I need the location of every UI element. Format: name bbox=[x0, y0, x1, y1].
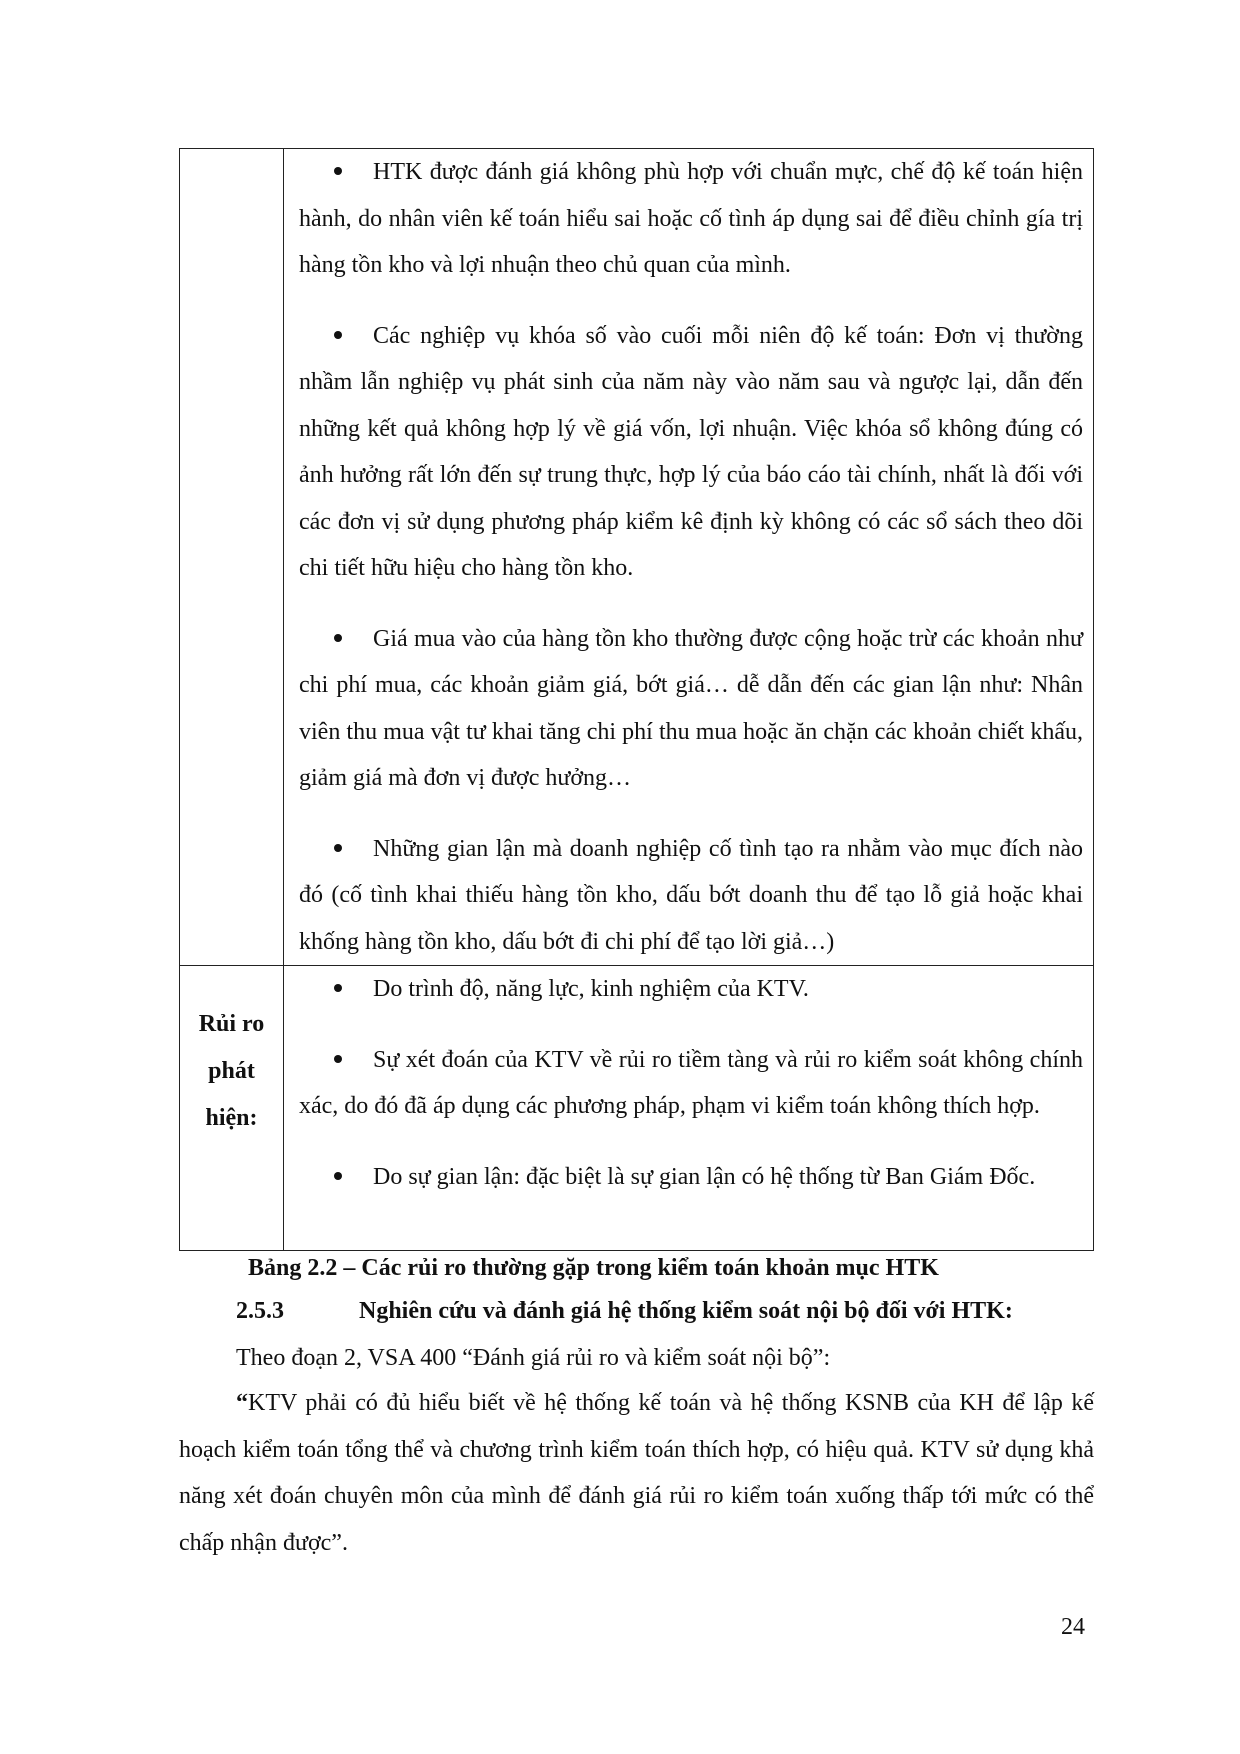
bullet-icon bbox=[334, 634, 342, 642]
quote-text: KTV phải có đủ hiểu biết về hệ thống kế toán và hệ thống KSNB của KH để lập kế hoạch kiểm toán tổng thể và chương trình kiểm toán thích hợp, có hiệu quả. KTV sử dụng khả năng xét đoán chuyên môn của mình để đánh giá rủi ro kiểm toán xuống thấp tới mức có thể chấp nhận được”. bbox=[179, 1390, 1094, 1556]
row-label-cell bbox=[180, 149, 284, 966]
section-number: 2.5.3 bbox=[236, 1298, 284, 1324]
row-content-cell bbox=[284, 149, 1094, 966]
bullet-icon bbox=[334, 984, 342, 992]
bullet-icon bbox=[334, 331, 342, 339]
row-label-cell bbox=[180, 966, 284, 1251]
list-item: HTK được đánh giá không phù hợp với chuẩn mực, chế độ kế toán hiện hành, do nhân viên kế toán hiểu sai hoặc cố tình áp dụng sai để điều chỉnh gía trị hàng tồn kho và lợi nhuận theo chủ quan của mình. bbox=[299, 159, 1083, 278]
risk-table bbox=[179, 148, 1094, 1251]
row-content-cell bbox=[284, 966, 1094, 1251]
table-row bbox=[180, 966, 1094, 1251]
open-quote-mark: “ bbox=[236, 1390, 248, 1416]
list-item: Những gian lận mà doanh nghiệp cố tình tạo ra nhằm vào mục đích nào đó (cố tình khai thiếu hàng tồn kho, dấu bớt doanh thu để tạo lỗ giả hoặc khai khống hàng tồn kho, dấu bớt đi chi phí để tạo lời giả…) bbox=[299, 835, 1083, 955]
table-row bbox=[180, 149, 1094, 966]
bullet-icon bbox=[334, 844, 342, 852]
bullet-icon bbox=[334, 1172, 342, 1180]
list-item: Sự xét đoán của KTV về rủi ro tiềm tàng và rủi ro kiểm soát không chính xác, do đó đã áp dụng các phương pháp, phạm vi kiểm toán không thích hợp. bbox=[299, 1046, 1083, 1119]
section-heading bbox=[236, 1291, 1013, 1331]
bullet-icon bbox=[334, 167, 342, 175]
list-item: Do trình độ, năng lực, kinh nghiệm của KTV. bbox=[299, 966, 1083, 1013]
list-item: Giá mua vào của hàng tồn kho thường được cộng hoặc trừ các khoản như chi phí mua, các khoản giảm giá, bớt giá… dễ dẫn đến các gian lận như: Nhân viên thu mua vật tư khai tăng chi phí thu mua hoặc ăn chặn các khoản chiết khấu, giảm giá mà đơn vị được hưởng… bbox=[299, 625, 1083, 791]
page-number: 24 bbox=[1061, 1614, 1085, 1640]
list-item: Các nghiệp vụ khóa số vào cuối mỗi niên độ kế toán: Đơn vị thường nhầm lẫn nghiệp vụ phát sinh của năm này vào năm sau và ngược lại, dẫn đến những kết quả không hợp lý về giá vốn, lợi nhuận. Việc khóa sổ không đúng có ảnh hưởng rất lớn đến sự trung thực, hợp lý của báo cáo tài chính, nhất là đối với các đơn vị sử dụng phương pháp kiểm kê định kỳ không có các sổ sách theo dõi chi tiết hữu hiệu cho hàng tồn kho. bbox=[299, 322, 1083, 581]
bullet-icon bbox=[334, 1055, 342, 1063]
row-label: Rủi ro phát hiện: bbox=[198, 1011, 265, 1131]
intro-paragraph: Theo đoạn 2, VSA 400 “Đánh giá rủi ro và kiểm soát nội bộ”: bbox=[236, 1345, 831, 1371]
table-caption: Bảng 2.2 – Các rủi ro thường gặp trong kiểm toán khoản mục HTK bbox=[248, 1255, 939, 1281]
list-item: Do sự gian lận: đặc biệt là sự gian lận có hệ thống từ Ban Giám Đốc. bbox=[299, 1154, 1083, 1201]
section-title: Nghiên cứu và đánh giá hệ thống kiểm soát nội bộ đối với HTK: bbox=[359, 1298, 1013, 1324]
quote-paragraph bbox=[179, 1380, 1094, 1566]
